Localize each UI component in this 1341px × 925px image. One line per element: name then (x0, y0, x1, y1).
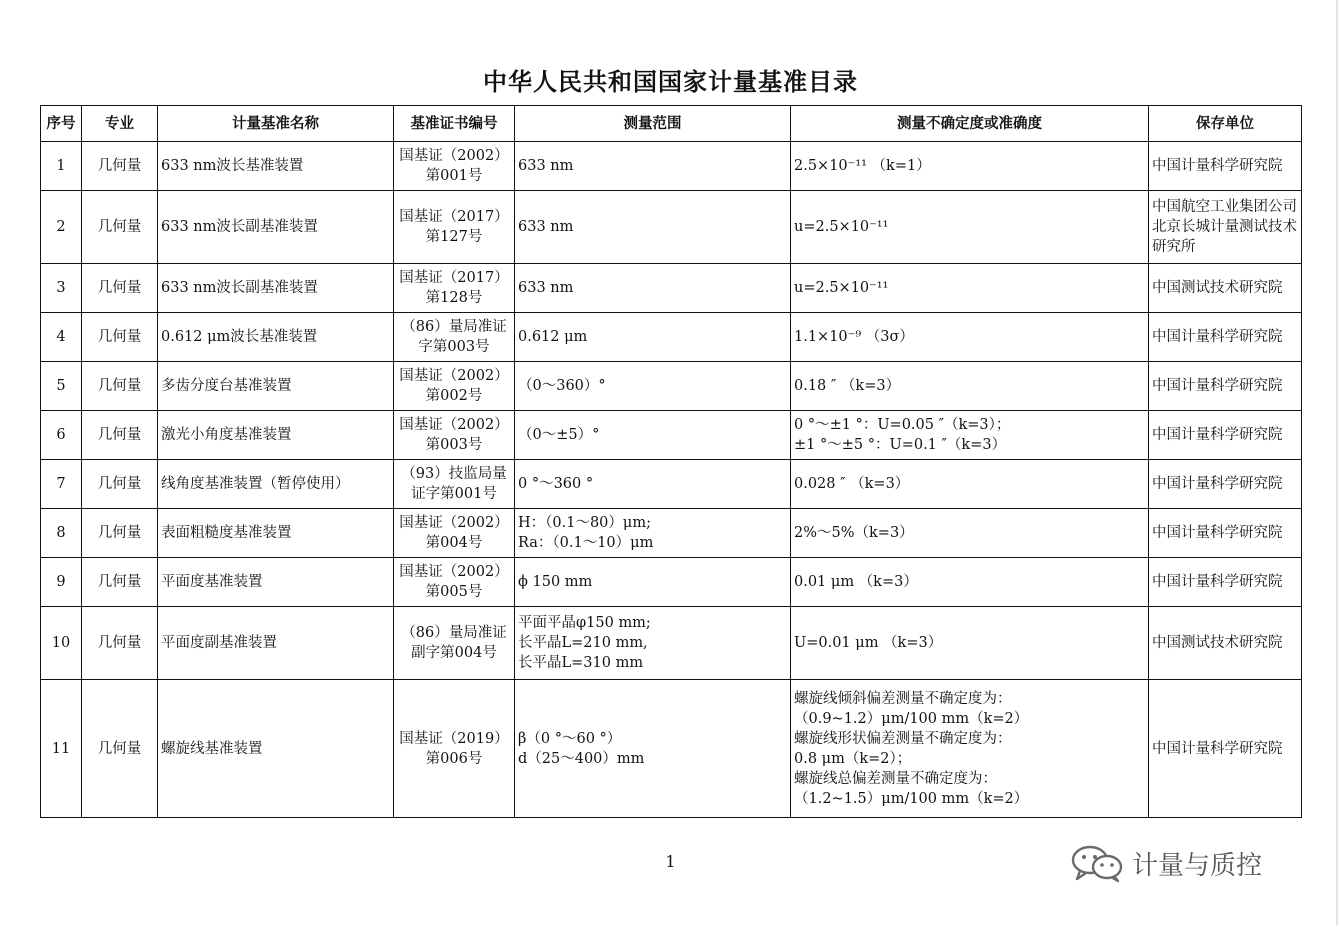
cell-no: 1 (41, 142, 82, 191)
header-range: 测量范围 (515, 106, 791, 142)
cell-range: 633 nm (515, 264, 791, 313)
cell-name: 多齿分度台基准装置 (158, 362, 394, 411)
table-row (41, 411, 1302, 460)
cell-field: 几何量 (82, 411, 158, 460)
cell-range: 633 nm (515, 142, 791, 191)
cell-no: 11 (41, 680, 82, 818)
cell-range: 633 nm (515, 191, 791, 264)
cell-name: 线角度基准装置（暂停使用） (158, 460, 394, 509)
cell-range: 平面平晶φ150 mm; 长平晶L=210 mm, 长平晶L=310 mm (515, 607, 791, 680)
cell-uncertainty: U=0.01 μm （k=3） (791, 607, 1149, 680)
cell-field: 几何量 (82, 460, 158, 509)
cell-cert: （86）量局准证 字第003号 (394, 313, 515, 362)
cell-no: 4 (41, 313, 82, 362)
cell-name: 平面度基准装置 (158, 558, 394, 607)
page-edge-divider (1336, 0, 1338, 925)
cell-range: 0 °～360 ° (515, 460, 791, 509)
cell-org: 中国计量科学研究院 (1149, 313, 1302, 362)
cell-uncertainty: u=2.5×10⁻¹¹ (791, 191, 1149, 264)
cell-cert: 国基证（2002） 第004号 (394, 509, 515, 558)
cell-uncertainty: 0.028 ″ （k=3） (791, 460, 1149, 509)
cell-no: 10 (41, 607, 82, 680)
cell-org: 中国计量科学研究院 (1149, 362, 1302, 411)
table-row (41, 607, 1302, 680)
cell-field: 几何量 (82, 607, 158, 680)
cell-uncertainty: 2%～5%（k=3） (791, 509, 1149, 558)
cell-field: 几何量 (82, 680, 158, 818)
cell-cert: 国基证（2002） 第005号 (394, 558, 515, 607)
table-row (41, 264, 1302, 313)
cell-cert: 国基证（2002） 第003号 (394, 411, 515, 460)
table-row (41, 460, 1302, 509)
cell-no: 2 (41, 191, 82, 264)
cell-uncertainty: 0.01 μm （k=3） (791, 558, 1149, 607)
cell-org: 中国计量科学研究院 (1149, 460, 1302, 509)
cell-cert: 国基证（2002） 第001号 (394, 142, 515, 191)
header-field: 专业 (82, 106, 158, 142)
header-uncertainty: 测量不确定度或准确度 (791, 106, 1149, 142)
table-row (41, 142, 1302, 191)
wechat-icon (1070, 843, 1124, 883)
cell-no: 3 (41, 264, 82, 313)
cell-name: 激光小角度基准装置 (158, 411, 394, 460)
cell-field: 几何量 (82, 509, 158, 558)
cell-field: 几何量 (82, 558, 158, 607)
cell-org: 中国计量科学研究院 (1149, 509, 1302, 558)
cell-name: 633 nm波长副基准装置 (158, 264, 394, 313)
cell-org: 中国测试技术研究院 (1149, 264, 1302, 313)
table-row (41, 558, 1302, 607)
cell-no: 5 (41, 362, 82, 411)
cell-range: ϕ 150 mm (515, 558, 791, 607)
cell-name: 633 nm波长副基准装置 (158, 191, 394, 264)
cell-uncertainty: 2.5×10⁻¹¹ （k=1） (791, 142, 1149, 191)
cell-no: 8 (41, 509, 82, 558)
table-row (41, 191, 1302, 264)
cell-org: 中国计量科学研究院 (1149, 142, 1302, 191)
cell-org: 中国计量科学研究院 (1149, 680, 1302, 818)
page-title: 中华人民共和国国家计量基准目录 (483, 68, 858, 96)
cell-field: 几何量 (82, 142, 158, 191)
cell-cert: 国基证（2019） 第006号 (394, 680, 515, 818)
cell-uncertainty: 0 °～±1 °：U=0.05 ″（k=3）； ±1 °～±5 °：U=0.1 ″（k=3） (791, 411, 1149, 460)
cell-range: H：（0.1～80）μm; Ra：（0.1～10）μm (515, 509, 791, 558)
cell-field: 几何量 (82, 362, 158, 411)
cell-no: 7 (41, 460, 82, 509)
cell-cert: （86）量局准证 副字第004号 (394, 607, 515, 680)
cell-field: 几何量 (82, 313, 158, 362)
cell-name: 平面度副基准装置 (158, 607, 394, 680)
cell-name: 表面粗糙度基准装置 (158, 509, 394, 558)
cell-no: 9 (41, 558, 82, 607)
cell-range: （0～±5）° (515, 411, 791, 460)
cell-field: 几何量 (82, 191, 158, 264)
cell-cert: （93）技监局量 证字第001号 (394, 460, 515, 509)
cell-name: 633 nm波长基准装置 (158, 142, 394, 191)
cell-org: 中国计量科学研究院 (1149, 558, 1302, 607)
cell-cert: 国基证（2002） 第002号 (394, 362, 515, 411)
page-number: 1 (665, 852, 676, 871)
cell-range: （0～360）° (515, 362, 791, 411)
watermark-text: 计量与质控 (1132, 850, 1263, 881)
cell-name: 螺旋线基准装置 (158, 680, 394, 818)
cell-uncertainty: 1.1×10⁻⁹ （3σ） (791, 313, 1149, 362)
table-header-row (41, 106, 1302, 142)
cell-org: 中国航空工业集团公司北京长城计量测试技术研究所 (1149, 191, 1302, 264)
header-cert: 基准证书编号 (394, 106, 515, 142)
table-row (41, 680, 1302, 818)
table-row (41, 509, 1302, 558)
cell-range: β（0 °～60 °） d（25～400）mm (515, 680, 791, 818)
cell-field: 几何量 (82, 264, 158, 313)
cell-cert: 国基证（2017） 第128号 (394, 264, 515, 313)
cell-org: 中国测试技术研究院 (1149, 607, 1302, 680)
table-row (41, 313, 1302, 362)
cell-name: 0.612 μm波长基准装置 (158, 313, 394, 362)
cell-uncertainty: u=2.5×10⁻¹¹ (791, 264, 1149, 313)
cell-range: 0.612 μm (515, 313, 791, 362)
header-name: 计量基准名称 (158, 106, 394, 142)
table-row (41, 362, 1302, 411)
cell-cert: 国基证（2017） 第127号 (394, 191, 515, 264)
standards-table (40, 105, 1302, 818)
header-org: 保存单位 (1149, 106, 1302, 142)
cell-uncertainty: 0.18 ″ （k=3） (791, 362, 1149, 411)
cell-no: 6 (41, 411, 82, 460)
watermark (1070, 843, 1262, 883)
cell-org: 中国计量科学研究院 (1149, 411, 1302, 460)
header-no: 序号 (41, 106, 82, 142)
cell-uncertainty: 螺旋线倾斜偏差测量不确定度为： （0.9~1.2）μm/100 mm（k=2） 螺旋线形状偏差测量不确定度为： 0.8 μm（k=2）； 螺旋线总偏差测量不确定度为： （1.2~1.5）μm/100 mm（k=2） (791, 680, 1149, 818)
